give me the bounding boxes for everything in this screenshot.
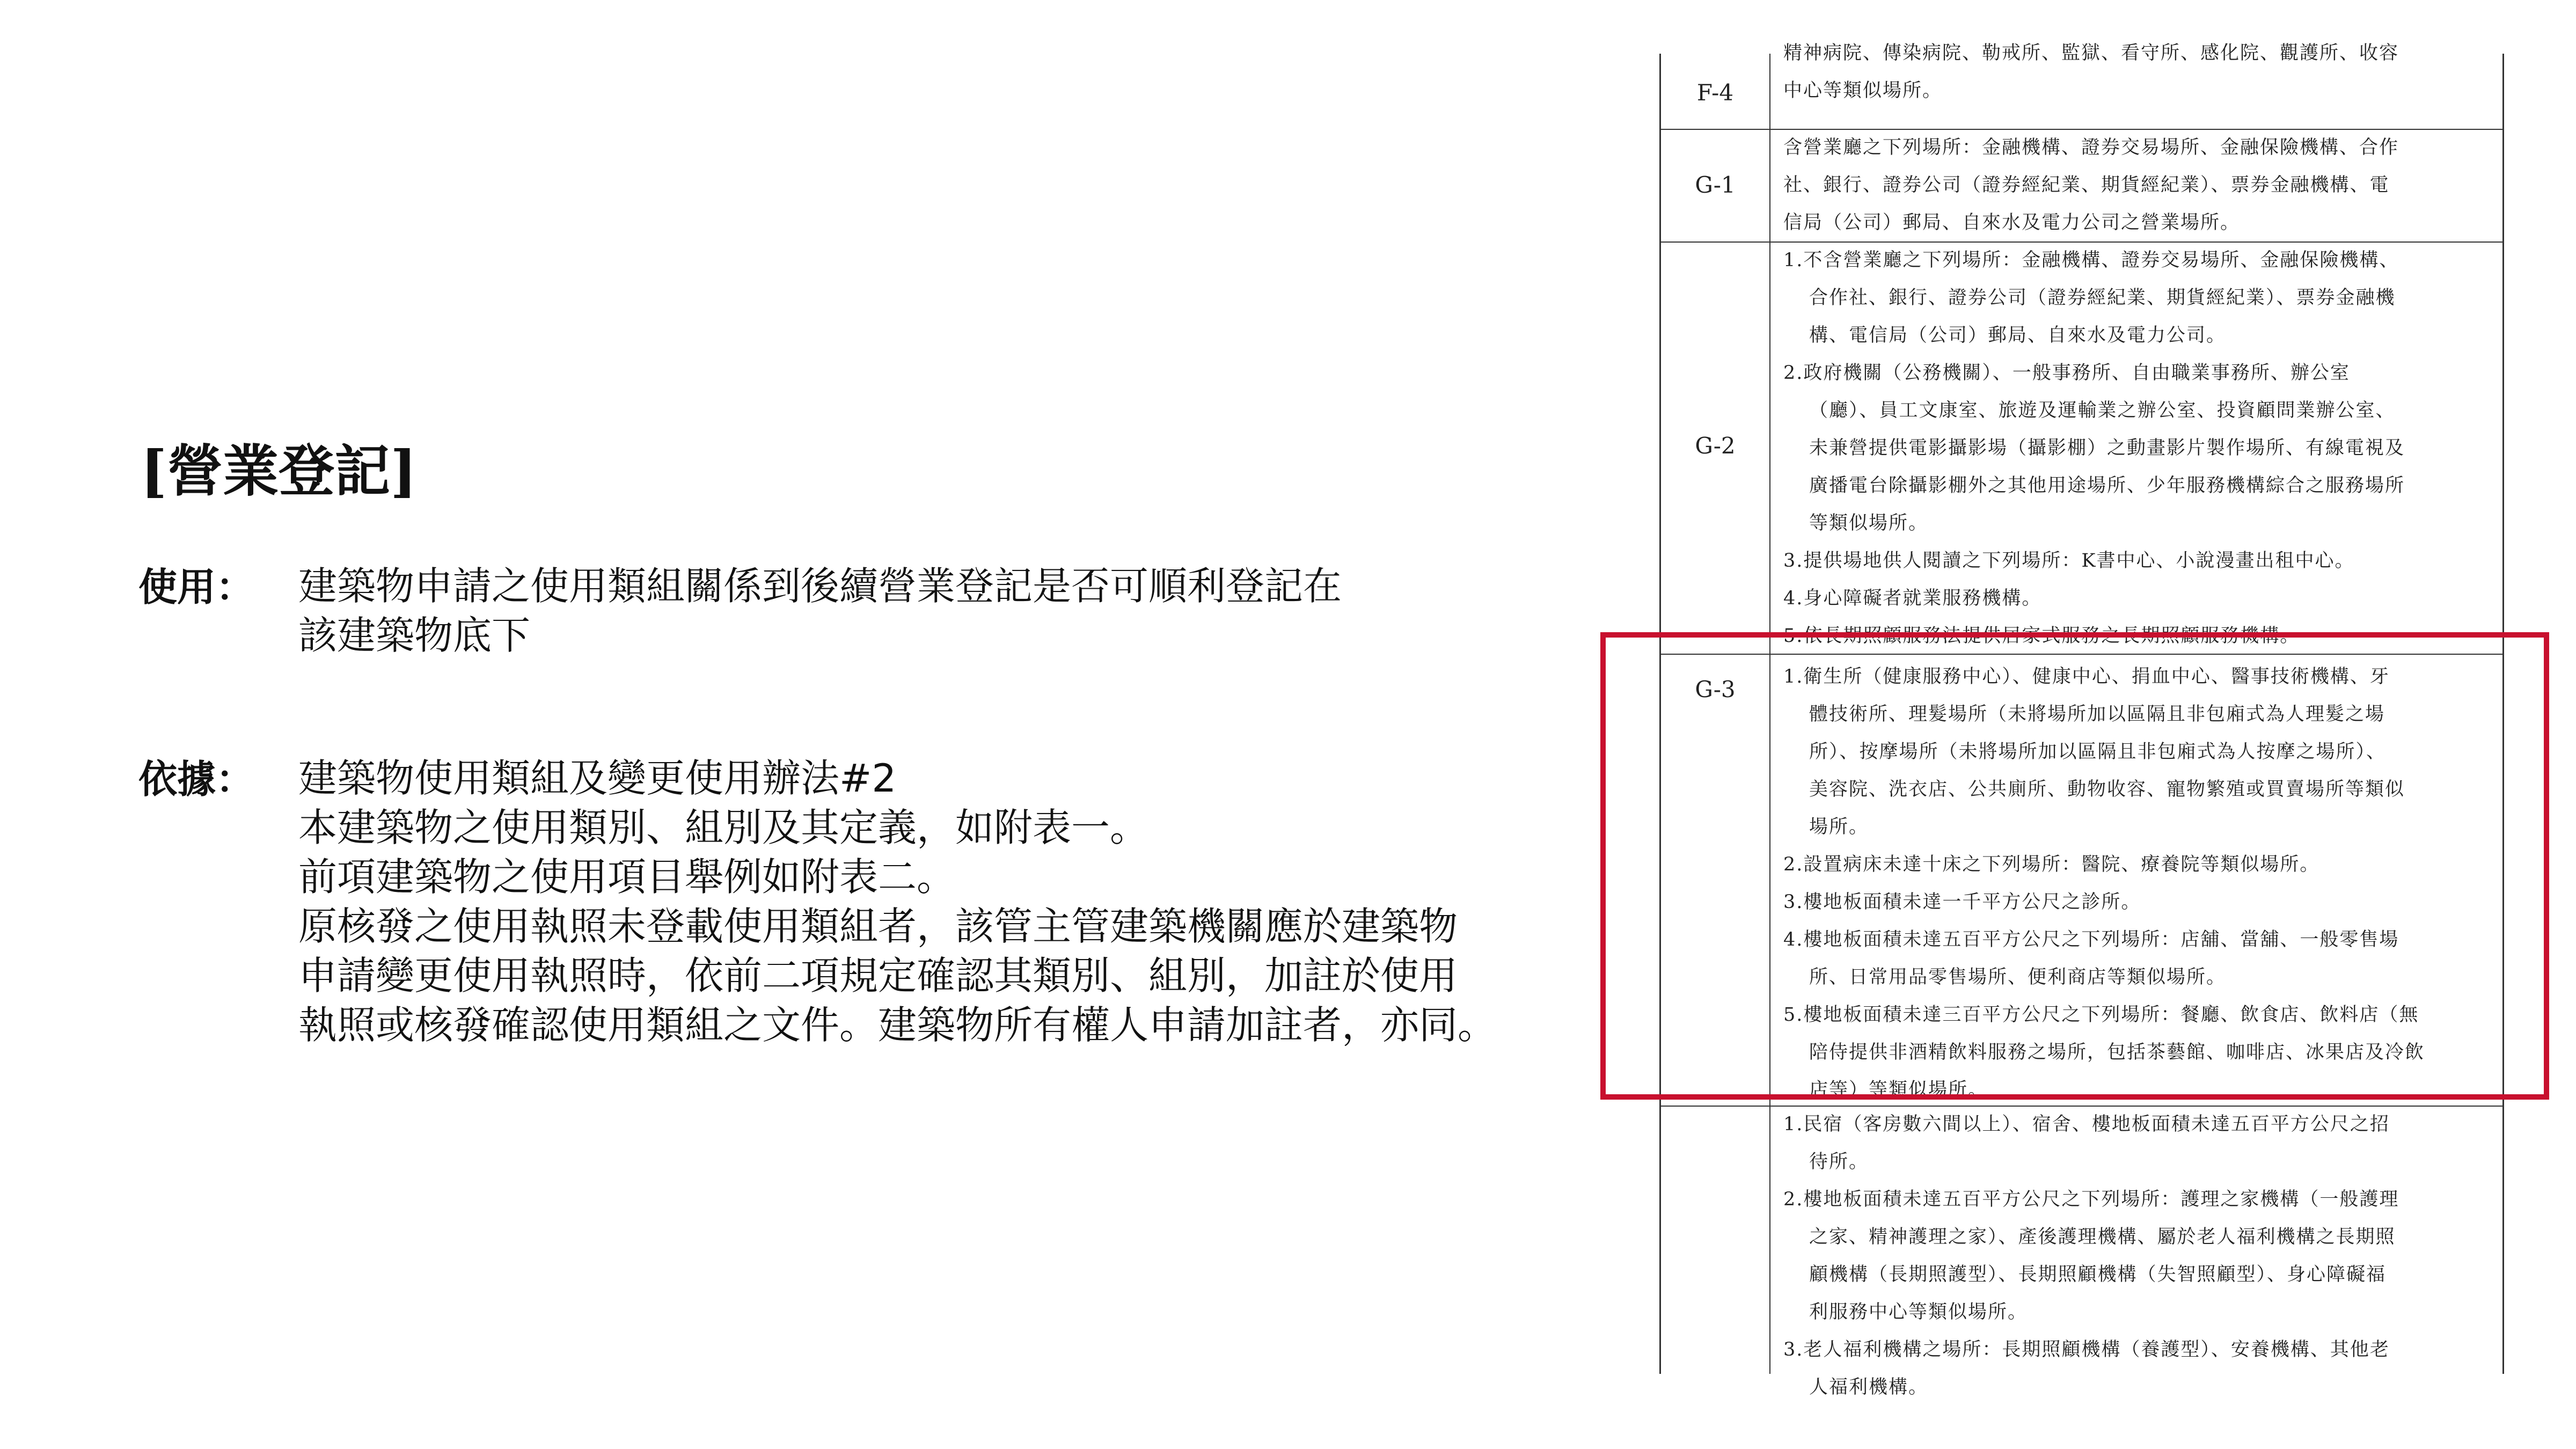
row-description <box>1772 241 2502 647</box>
row-line: 1.不含營業廳之下列場所：金融機構、證券交易場所、金融保險機構、 <box>1783 250 2399 271</box>
row-line: 2.政府機關（公務機關）、一般事務所、自由職業事務所、辦公室 <box>1783 362 2350 384</box>
basis-line: 建築物使用類組及變更使用辦法#2 <box>298 756 897 801</box>
row-line: 待所。 <box>1809 1151 1869 1173</box>
row-line: 5.樓地板面積未達三百平方公尺之下列場所：餐廳、飲食店、飲料店（無 <box>1783 1004 2419 1026</box>
basis-line: 原核發之使用執照未登載使用類組者，該管主管建築機關應於建築物 <box>298 904 1458 949</box>
row-line: 場所。 <box>1809 816 1869 838</box>
usage-label: 使用： <box>138 564 255 610</box>
row-line: 3.樓地板面積未達一千平方公尺之診所。 <box>1783 891 2141 913</box>
row-line: 3.提供場地供人閱讀之下列場所：K書中心、小說漫畫出租中心。 <box>1783 550 2355 572</box>
row-line: 1.民宿（客房數六間以上）、宿舍、樓地板面積未達五百平方公尺之招 <box>1783 1114 2390 1135</box>
row-line: 人福利機構。 <box>1809 1377 1929 1398</box>
g3-highlight-box <box>1600 632 2549 1100</box>
row-line: 所、日常用品零售場所、便利商店等類似場所。 <box>1809 967 2227 988</box>
row-line: 之家、精神護理之家）、產後護理機構、屬於老人福利機構之長期照 <box>1809 1226 2396 1248</box>
row-line: 合作社、銀行、證券公司（證券經紀業、期貨經紀業）、票券金融機 <box>1809 287 2396 309</box>
row-line: 中心等類似場所。 <box>1783 80 1943 101</box>
usage-text <box>298 561 1342 660</box>
basis-text <box>298 753 1496 1050</box>
basis-label: 依據： <box>138 756 255 802</box>
row-line: 社、銀行、證券公司（證券經紀業、期貨經紀業）、票券金融機構、電 <box>1783 174 2390 196</box>
row-line: 體技術所、理髮場所（未將場所加以區隔且非包廂式為人理髮之場 <box>1809 704 2385 725</box>
row-line: 4.樓地板面積未達五百平方公尺之下列場所：店舖、當舖、一般零售場 <box>1783 929 2399 950</box>
table-row-g2 <box>1661 241 2502 655</box>
row-line: 4.身心障礙者就業服務機構。 <box>1783 588 2042 609</box>
table-row-f4 <box>1661 34 2502 130</box>
basis-line: 申請變更使用執照時，依前二項規定確認其類別、組別，加註於使用 <box>298 953 1458 998</box>
row-line: 構、電信局（公司）郵局、自來水及電力公司。 <box>1809 325 2227 346</box>
row-line: 2.樓地板面積未達五百平方公尺之下列場所：護理之家機構（一般護理 <box>1783 1189 2399 1210</box>
row-code: G-1 <box>1695 172 1736 198</box>
row-description <box>1772 129 2502 241</box>
basis-line: 本建築物之使用類別、組別及其定義，如附表一。 <box>298 805 1149 850</box>
usage-line: 建築物申請之使用類組關係到後續營業登記是否可順利登記在 <box>298 564 1342 609</box>
row-line: 5.依長期照顧服務法提供居家式服務之長期照顧服務機構。 <box>1783 625 2300 647</box>
row-line: 含營業廳之下列場所：金融機構、證券交易場所、金融保險機構、合作 <box>1783 137 2399 158</box>
row-line: 所）、按摩場所（未將場所加以區隔且非包廂式為人按摩之場所）、 <box>1809 741 2387 763</box>
row-line: 1.衛生所（健康服務中心）、健康中心、捐血中心、醫事技術機構、牙 <box>1783 666 2390 687</box>
row-line: 顧機構（長期照護型）、長期照顧機構（失智照顧型）、身心障礙福 <box>1809 1264 2387 1285</box>
usage-line: 該建築物底下 <box>298 613 531 658</box>
row-line: 3.老人福利機構之場所：長期照顧機構（養護型）、安養機構、其他老 <box>1783 1339 2390 1360</box>
row-line: （廳）、員工文康室、旅遊及運輸業之辦公室、投資顧問業辦公室、 <box>1809 400 2396 421</box>
row-description <box>1772 34 2502 109</box>
row-line: 店等）等類似場所。 <box>1809 1079 1988 1101</box>
row-code: G-2 <box>1695 433 1736 459</box>
row-line: 信局（公司）郵局、自來水及電力公司之營業場所。 <box>1783 212 2241 233</box>
row-line: 等類似場所。 <box>1809 513 1929 534</box>
row-line: 2.設置病床未達十床之下列場所：醫院、療養院等類似場所。 <box>1783 854 2320 875</box>
row-code: G-3 <box>1695 676 1736 702</box>
row-description <box>1772 1106 2502 1406</box>
row-line: 美容院、洗衣店、公共廁所、動物收容、寵物繁殖或買賣場所等類似 <box>1809 779 2405 800</box>
table-row-next <box>1661 1106 2502 1406</box>
basis-line: 前項建築物之使用項目舉例如附表二。 <box>298 854 956 899</box>
row-line: 精神病院、傳染病院、勒戒所、監獄、看守所、感化院、觀護所、收容 <box>1783 42 2399 64</box>
row-line: 陪侍提供非酒精飲料服務之場所，包括茶藝館、咖啡店、冰果店及冷飲 <box>1809 1042 2425 1063</box>
row-code: F-4 <box>1696 79 1734 106</box>
slide-heading: [營業登記] <box>141 438 417 504</box>
basis-line: 執照或核發確認使用類組之文件。建築物所有權人申請加註者，亦同。 <box>298 1002 1497 1048</box>
row-line: 利服務中心等類似場所。 <box>1809 1301 2028 1323</box>
table-row-g1 <box>1661 129 2502 243</box>
row-line: 未兼營提供電影攝影場（攝影棚）之動畫影片製作場所、有線電視及 <box>1809 437 2405 459</box>
row-line: 廣播電台除攝影棚外之其他用途場所、少年服務機構綜合之服務場所 <box>1809 475 2405 496</box>
